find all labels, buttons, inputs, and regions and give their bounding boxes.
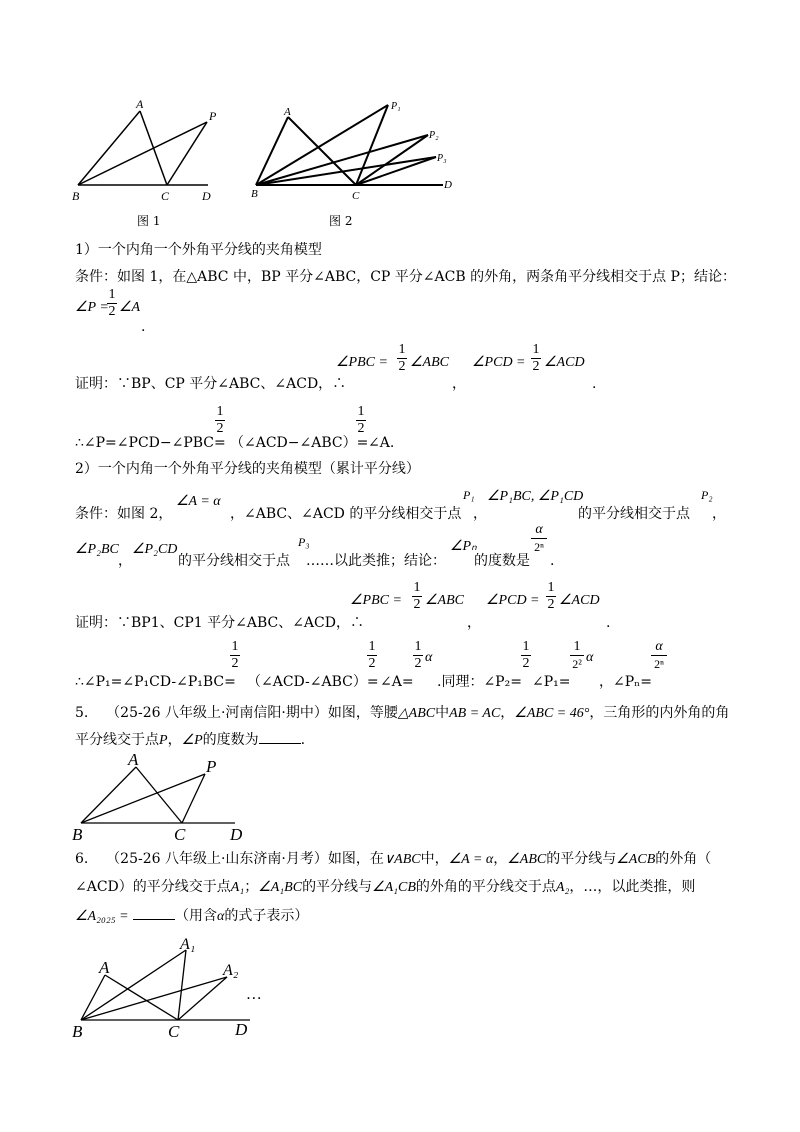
section2-proof-period: .	[606, 615, 611, 631]
section2-formula1-rhs: ∠ABC	[425, 593, 464, 608]
frac-denominator: 2	[522, 656, 530, 671]
q6-ang4: ∠A₁CB	[372, 880, 416, 895]
frac-numerator: 1	[532, 342, 540, 357]
q5-text2c: 的度数为	[202, 732, 259, 748]
section2-line2-e: 的度数是	[474, 553, 530, 569]
q5-label-c: C	[174, 825, 186, 842]
fig2-label-d: D	[444, 179, 452, 191]
frac-numerator: α	[655, 639, 663, 654]
section1-conclusion-frac	[107, 288, 117, 319]
section2-proof: 证明：∵BP1、CP1 平分∠ABC、∠ACD，∴	[75, 615, 364, 631]
q6-ang2: ∠ACB	[616, 852, 656, 867]
q6-label-b: B	[72, 1022, 83, 1041]
q6-text3b: （用含	[174, 908, 217, 924]
frac-denominator: 2	[532, 359, 540, 374]
q6-text2c: 的平分线与	[302, 879, 373, 895]
section2-cond-p2: P₂	[701, 488, 713, 502]
fig1-label-a: A	[136, 97, 144, 111]
figure-2	[248, 95, 458, 205]
q5-number: 5.	[75, 705, 89, 721]
q6-alpha: α	[216, 909, 225, 924]
frac-denominator: 2	[108, 304, 116, 319]
q6-text3a: ∠A₂₀₂₅ =	[75, 909, 129, 924]
fig2-label-p2: P₂	[429, 130, 439, 141]
section2-formula2-lhs: ∠PCD =	[486, 593, 540, 608]
q6-text2d: 的外角的平分线交于点	[415, 879, 556, 895]
section2-t-d: .同理：∠P₂=	[437, 674, 522, 690]
section2-t-frac2	[367, 640, 377, 671]
q5-tri: △ABC	[397, 706, 436, 721]
section1-proof-period: .	[592, 376, 597, 392]
section2-cond-p1: P₁	[463, 488, 475, 502]
q6-ang3: ∠A₁BC	[258, 880, 303, 895]
section1-conclusion-dot: .	[141, 319, 146, 335]
q5-text2d: .	[300, 732, 306, 748]
fig1-label-d: D	[202, 189, 211, 203]
frac-denominator: 2	[216, 421, 224, 436]
frac-denominator: 2ⁿ	[654, 657, 664, 671]
q6-line3	[75, 907, 308, 926]
section2-cond-comma: ，	[473, 506, 487, 522]
q6-text1d: 的平分线与	[546, 851, 617, 867]
section2-cond-c: 的平分线相交于点	[578, 506, 690, 522]
q5-figure	[70, 752, 260, 842]
frac-denominator: 2	[368, 656, 376, 671]
frac-numerator: 1	[398, 342, 406, 357]
section2-t-alpha2: α	[586, 650, 594, 665]
q5-mid: 中	[435, 705, 450, 721]
section1-formula2-rhs: ∠ACD	[544, 355, 585, 370]
q6-text1c: ，	[493, 851, 508, 867]
frac-numerator: 1	[413, 580, 421, 595]
q6-label-dots: …	[247, 986, 262, 1003]
q6-tri: ∨ABC	[383, 852, 421, 867]
section2-formula2-rhs: ∠ACD	[559, 593, 600, 608]
figure-1	[70, 95, 230, 205]
section1-formula2-frac	[531, 343, 541, 374]
section2-cond-b: ，∠ABC、∠ACD 的平分线相交于点	[230, 506, 462, 522]
section1-heading: 1）一个内角一个外角平分线的夹角模型	[75, 242, 322, 258]
section2-t-f: ，∠Pₙ=	[599, 674, 652, 690]
q6-ang1: ∠ABC	[507, 852, 547, 867]
frac-denominator: 2	[547, 597, 555, 612]
section2-cond-a: 条件：如图 2，	[75, 506, 173, 522]
frac-denominator: 2	[398, 359, 406, 374]
q6-text1e: 的外角（	[655, 851, 712, 867]
q6-text1b: 中，	[420, 851, 449, 867]
section2-line2-p3: P₃	[298, 535, 310, 549]
section2-cond-angle: ∠A = α	[176, 494, 221, 509]
fig1-label-p: P	[209, 109, 217, 123]
q5-line2	[75, 731, 305, 750]
q5-answer-blank[interactable]	[259, 731, 301, 744]
fig2-label-p3: P₃	[437, 153, 447, 164]
q6-label-c: C	[168, 1022, 180, 1041]
section1-therefore-frac1	[215, 405, 225, 436]
section2-line2-comma: ，	[118, 553, 132, 569]
q5-label-b: B	[72, 825, 83, 842]
section1-formula1-frac	[397, 343, 407, 374]
q5-p: P	[159, 733, 168, 748]
q6-label-a: A	[99, 958, 110, 977]
section2-line2-frac	[531, 523, 547, 554]
q5-text2b: ，	[167, 732, 182, 748]
section2-formula1-lhs: ∠PBC =	[350, 593, 402, 608]
frac-denominator: 2	[414, 656, 422, 671]
section2-t-frac6	[651, 640, 667, 671]
section2-t-e: ∠P₁=	[532, 674, 571, 690]
section2-line2-b: ∠P₂CD	[132, 542, 178, 557]
frac-numerator: 1	[108, 287, 116, 302]
section1-formula1-lhs: ∠PBC =	[336, 355, 388, 370]
fig2-caption: 图 2	[329, 214, 353, 228]
frac-numerator: 1	[547, 580, 555, 595]
q5-line1	[75, 704, 729, 723]
section1-formula1-rhs: ∠ABC	[410, 355, 449, 370]
frac-denominator: 2	[357, 421, 365, 436]
section2-formula2-frac	[546, 581, 556, 612]
section1-therefore-frac2	[356, 405, 366, 436]
q5-eq2: ∠ABC = 46°	[514, 706, 590, 721]
q6-answer-blank[interactable]	[133, 907, 175, 920]
frac-numerator: 1	[573, 639, 581, 654]
section2-formula1-frac	[412, 581, 422, 612]
section1-conclusion-rhs: ∠A	[119, 300, 141, 315]
frac-numerator: 1	[414, 639, 422, 654]
fig2-label-c: C	[352, 190, 360, 202]
q6-label-d: D	[235, 1020, 248, 1039]
section2-line2-pn: ∠Pₙ	[450, 539, 477, 554]
q5-end1: ，三角形的内外角的角	[589, 705, 730, 721]
section2-t-a: ∴∠P₁=∠P₁CD-∠P₁BC=	[75, 674, 236, 690]
q5-text2a: 平分线交于点	[75, 732, 159, 748]
section2-cond-end: ，	[712, 506, 726, 522]
frac-numerator: 1	[522, 639, 530, 654]
section2-cond-angles2: ∠P₁BC, ∠P₁CD	[487, 489, 584, 504]
section1-therefore-c: ∠A.	[368, 435, 395, 451]
fig2-label-a: A	[284, 106, 291, 118]
q5-angle: ∠P	[181, 733, 203, 748]
q6-text2a: ∠ACD）的平分线交于点	[75, 879, 231, 895]
frac-numerator: 1	[216, 404, 224, 419]
q6-text2e: ，…，以此类推，则	[569, 879, 696, 895]
frac-numerator: 1	[357, 404, 365, 419]
frac-numerator: α	[535, 522, 543, 537]
q5-label-a: A	[128, 752, 139, 769]
q6-line1	[75, 850, 711, 869]
section2-line2-d: ……以此类推；结论：	[306, 553, 446, 569]
section1-condition: 条件：如图 1，在△ABC 中，BP 平分∠ABC，CP 平分∠ACB 的外角，两条角平分线相交于点 P；结论：	[75, 269, 736, 285]
section1-conclusion-lhs: ∠P =	[75, 300, 109, 315]
fig1-caption: 图 1	[137, 214, 161, 228]
q6-text2b: ；	[244, 879, 259, 895]
section2-line2-c: 的平分线相交于点	[178, 553, 290, 569]
section1-proof-comma: ，	[452, 376, 466, 392]
q6-label-a2: A₂	[223, 962, 239, 979]
section1-therefore-b: （∠ACD−∠ABC）=	[230, 435, 369, 451]
fig2-label-p1: P₁	[391, 101, 401, 112]
section2-t-b: （∠ACD-∠ABC）=	[247, 674, 379, 690]
section2-t-frac5	[570, 640, 584, 671]
section2-proof-comma: ，	[467, 615, 481, 631]
fig1-label-b: B	[72, 189, 80, 203]
section2-t-frac3	[413, 640, 423, 671]
frac-denominator: 2²	[572, 657, 582, 671]
section2-t-alpha: α	[425, 650, 433, 665]
q6-number: 6.	[75, 851, 89, 867]
q6-label-a1: A₁	[180, 936, 196, 953]
fig2-label-b: B	[251, 188, 258, 200]
section2-t-frac1	[230, 640, 240, 671]
section1-therefore-a: ∴∠P=∠PCD−∠PBC=	[75, 435, 226, 451]
q6-figure	[70, 935, 290, 1045]
q6-eq: ∠A = α	[448, 852, 494, 867]
frac-numerator: 1	[368, 639, 376, 654]
fig1-label-c: C	[161, 189, 170, 203]
frac-numerator: 1	[231, 639, 239, 654]
section1-proof: 证明：∵BP、CP 平分∠ABC、∠ACD，∴	[75, 376, 347, 392]
q5-label-p: P	[206, 757, 217, 776]
section2-heading: 2）一个内角一个外角平分线的夹角模型（累计平分线）	[75, 461, 420, 477]
q6-a1: A₁	[230, 880, 245, 895]
q6-text1a: （25-26 八年级上·山东济南·月考）如图，在	[106, 851, 384, 867]
q5-eq1: AB = AC	[449, 706, 501, 721]
q6-a2: A₂	[555, 880, 570, 895]
section2-t-c: ∠A=	[380, 674, 414, 690]
section1-formula2-lhs: ∠PCD =	[472, 355, 526, 370]
frac-denominator: 2ⁿ	[534, 540, 544, 554]
q5-label-d: D	[230, 825, 243, 842]
section2-t-frac4	[521, 640, 531, 671]
section2-line2-a: ∠P₂BC	[75, 542, 119, 557]
q5-sep: ，	[500, 705, 515, 721]
q5-text1: （25-26 八年级上·河南信阳·期中）如图，等腰	[106, 705, 398, 721]
frac-denominator: 2	[413, 597, 421, 612]
frac-denominator: 2	[231, 656, 239, 671]
q6-text3c: 的式子表示）	[224, 908, 309, 924]
section2-line2-dot: .	[550, 553, 555, 569]
q6-line2	[75, 878, 695, 897]
